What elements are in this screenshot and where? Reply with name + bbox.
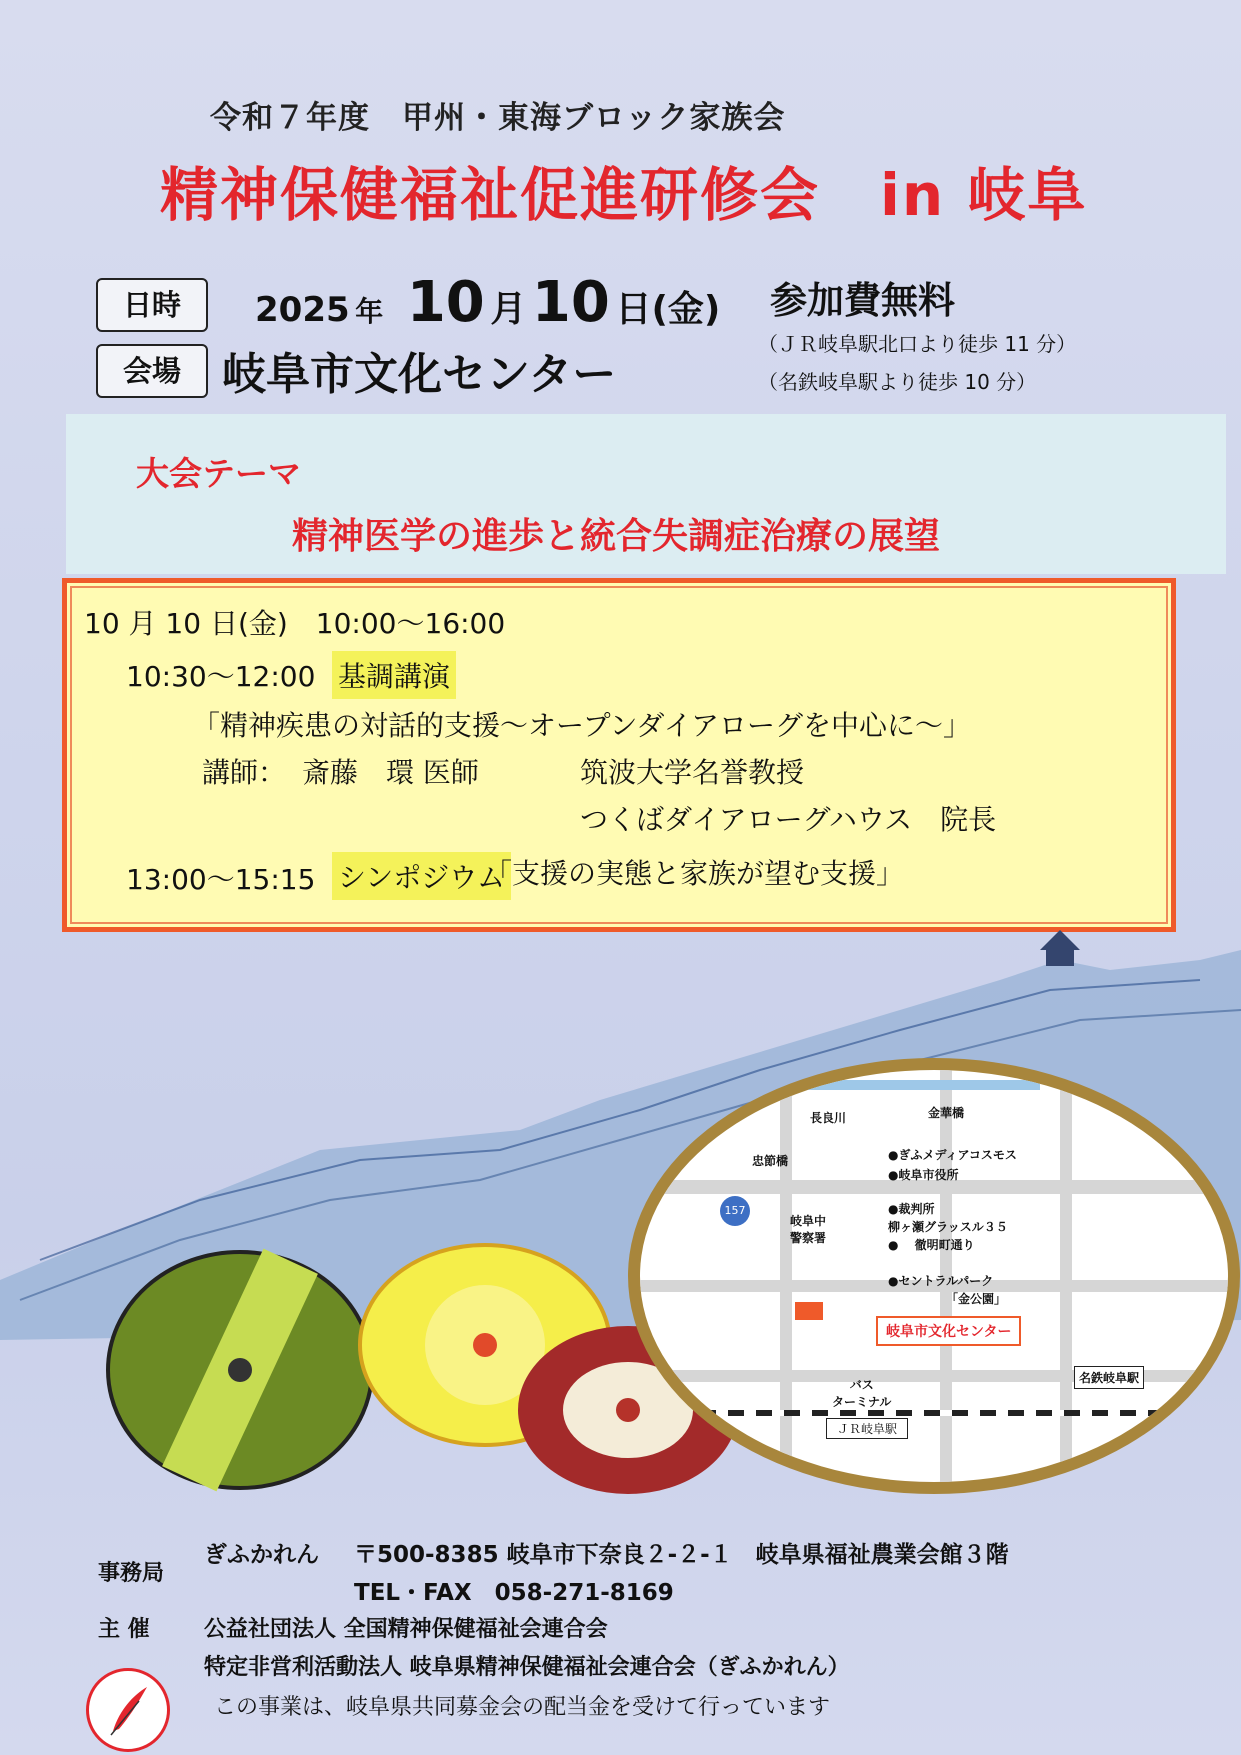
map-jr-station: ＪＲ岐阜駅 xyxy=(826,1418,908,1439)
office-label: 事務局 xyxy=(98,1561,165,1586)
session1-title: 「精神疾患の対話的支援～オープンダイアローグを中心に～」 xyxy=(192,709,971,742)
office-name: ぎふかれん xyxy=(204,1542,319,1568)
venue-label: 会場 xyxy=(96,344,208,398)
event-subtitle: 令和７年度 甲州・東海ブロック家族会 xyxy=(210,100,786,136)
speaker-label: 講師： xyxy=(202,756,287,789)
schedule-day: 10 月 10 日(金) 10:00～16:00 xyxy=(84,607,506,640)
speaker-role-2: つくばダイアローグハウス 院長 xyxy=(580,803,997,836)
session2-tag: シンポジウム xyxy=(332,852,511,900)
map-police: 岐阜中 警察署 xyxy=(790,1214,827,1245)
date-day-unit: 日(金) xyxy=(615,289,721,330)
access-meitetsu: （名鉄岐阜駅より徒歩 10 分） xyxy=(758,370,1037,394)
event-date xyxy=(255,270,720,335)
access-jr: （ＪＲ岐阜駅北口より徒歩 11 分） xyxy=(758,332,1077,356)
host-gifu: 特定非営利活動法人 岐阜県精神保健福祉会連合会（ぎふかれん） xyxy=(204,1655,850,1680)
date-year: 2025 xyxy=(255,290,350,330)
funding-notice: この事業は、岐阜県共同募金会の配当金を受けて行っています xyxy=(214,1695,831,1720)
session1-tag: 基調講演 xyxy=(332,651,456,699)
session1-time: 10:30～12:00 xyxy=(126,660,316,693)
venue-name: 岐阜市文化センター xyxy=(222,349,617,400)
castle-icon xyxy=(1040,930,1080,966)
office-address: 〒500-8385 岐阜市下奈良２-２-１ 岐阜県福祉農業会館３階 xyxy=(354,1542,1009,1568)
theme-label: 大会テーマ xyxy=(136,454,301,493)
host-national: 公益社団法人 全国精神保健福祉会連合会 xyxy=(204,1617,608,1642)
date-label: 日時 xyxy=(96,278,208,332)
theme-text: 精神医学の進歩と統合失調症治療の展望 xyxy=(292,516,941,557)
map-bus-terminal: バス ターミナル xyxy=(832,1378,892,1409)
session2-title: 「支援の実態と家族が望む支援」 xyxy=(484,857,905,890)
speaker-name: 斎藤 環 医師 xyxy=(302,756,479,789)
date-year-unit: 年 xyxy=(355,295,384,328)
date-month: 10 xyxy=(406,270,485,335)
speaker-role-1: 筑波大学名誉教授 xyxy=(580,756,805,789)
map-glassle: 柳ヶ瀬グラッスル３５ xyxy=(888,1220,1008,1234)
map-bridge-kinka: 金華橋 xyxy=(928,1106,965,1120)
map-bridge-chusetsu: 忠節橋 xyxy=(752,1154,789,1168)
map-kin-park: 「金公園」 xyxy=(946,1292,1007,1306)
map-river: 長良川 xyxy=(810,1111,847,1125)
event-title: 精神保健福祉促進研修会 in 岐阜 xyxy=(160,161,1088,229)
map-court: ●裁判所 xyxy=(888,1202,935,1216)
session2-time: 13:00～15:15 xyxy=(126,863,316,896)
date-day: 10 xyxy=(531,270,610,335)
green-umbrella xyxy=(108,1249,372,1492)
map-mediacosmos: ●ぎふメディアコスモス xyxy=(888,1148,1017,1162)
map-tetsumei: ● 徹明町通り xyxy=(888,1238,975,1252)
map-city-hall: ●岐阜市役所 xyxy=(888,1168,959,1182)
map-meitetsu-station: 名鉄岐阜駅 xyxy=(1074,1366,1144,1389)
red-feather-logo-icon xyxy=(86,1668,170,1752)
fee-free: 参加費無料 xyxy=(770,279,955,322)
route-157-icon: 157 xyxy=(720,1196,750,1226)
date-month-unit: 月 xyxy=(490,289,527,330)
map-central-park: ●セントラルパーク xyxy=(888,1274,994,1288)
map-venue: 岐阜市文化センター xyxy=(876,1316,1021,1346)
office-tel-fax: TEL・FAX 058-271-8169 xyxy=(354,1580,674,1606)
host-label: 主 催 xyxy=(98,1617,150,1642)
